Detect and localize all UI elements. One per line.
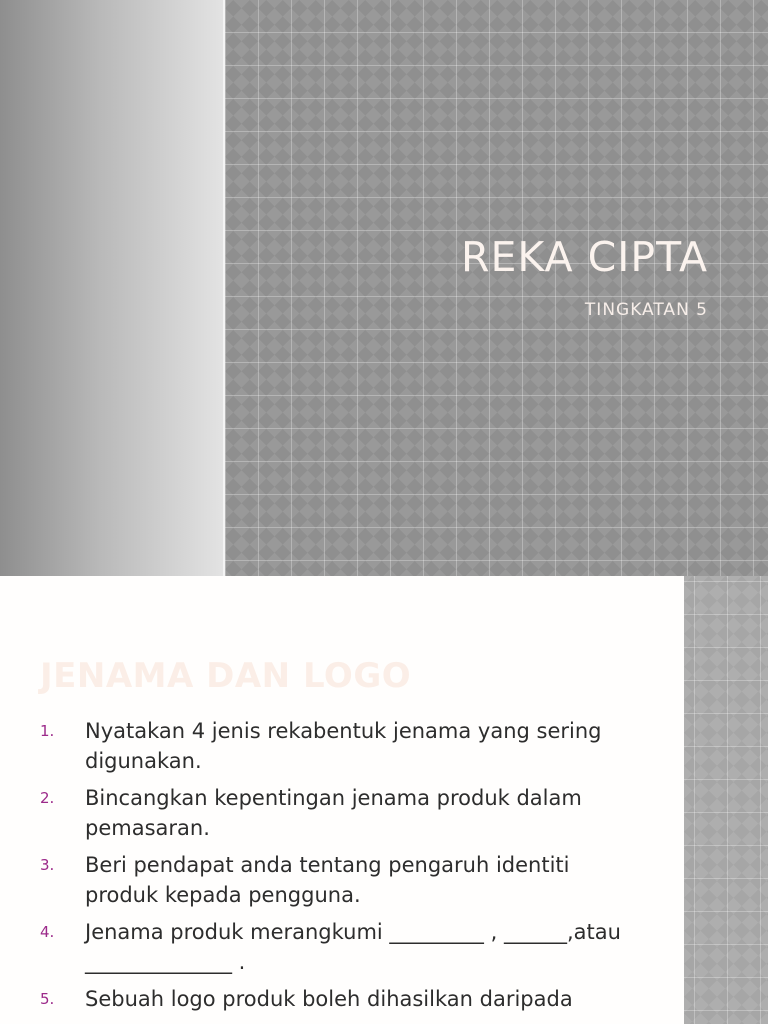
list-text: Jenama produk merangkumi _________ , ______,atau ______________ . (85, 920, 621, 974)
list-text: Bincangkan kepentingan jenama produk dalam pemasaran. (85, 786, 582, 840)
question-list (40, 716, 640, 1021)
list-item (40, 850, 640, 910)
list-item (40, 917, 640, 977)
content-slide (0, 576, 768, 1024)
list-item (40, 783, 640, 843)
list-number: 4. (40, 923, 55, 941)
side-pattern-strip (684, 576, 768, 1024)
slide-title: REKA CIPTA (461, 233, 708, 281)
slide-heading: JENAMA DAN LOGO (40, 656, 412, 696)
list-text: Sebuah logo produk boleh dihasilkan daripada (85, 987, 573, 1011)
list-item (40, 984, 640, 1014)
gradient-panel (0, 0, 223, 576)
list-text: Beri pendapat anda tentang pengaruh identiti produk kepada pengguna. (85, 853, 570, 907)
list-number: 2. (40, 789, 55, 807)
slide-subtitle: TINGKATAN 5 (584, 300, 708, 320)
list-item (40, 716, 640, 776)
pattern-background (225, 0, 768, 576)
list-number: 5. (40, 990, 55, 1008)
list-text: Nyatakan 4 jenis rekabentuk jenama yang sering digunakan. (85, 719, 602, 773)
list-number: 3. (40, 856, 55, 874)
list-number: 1. (40, 722, 55, 740)
